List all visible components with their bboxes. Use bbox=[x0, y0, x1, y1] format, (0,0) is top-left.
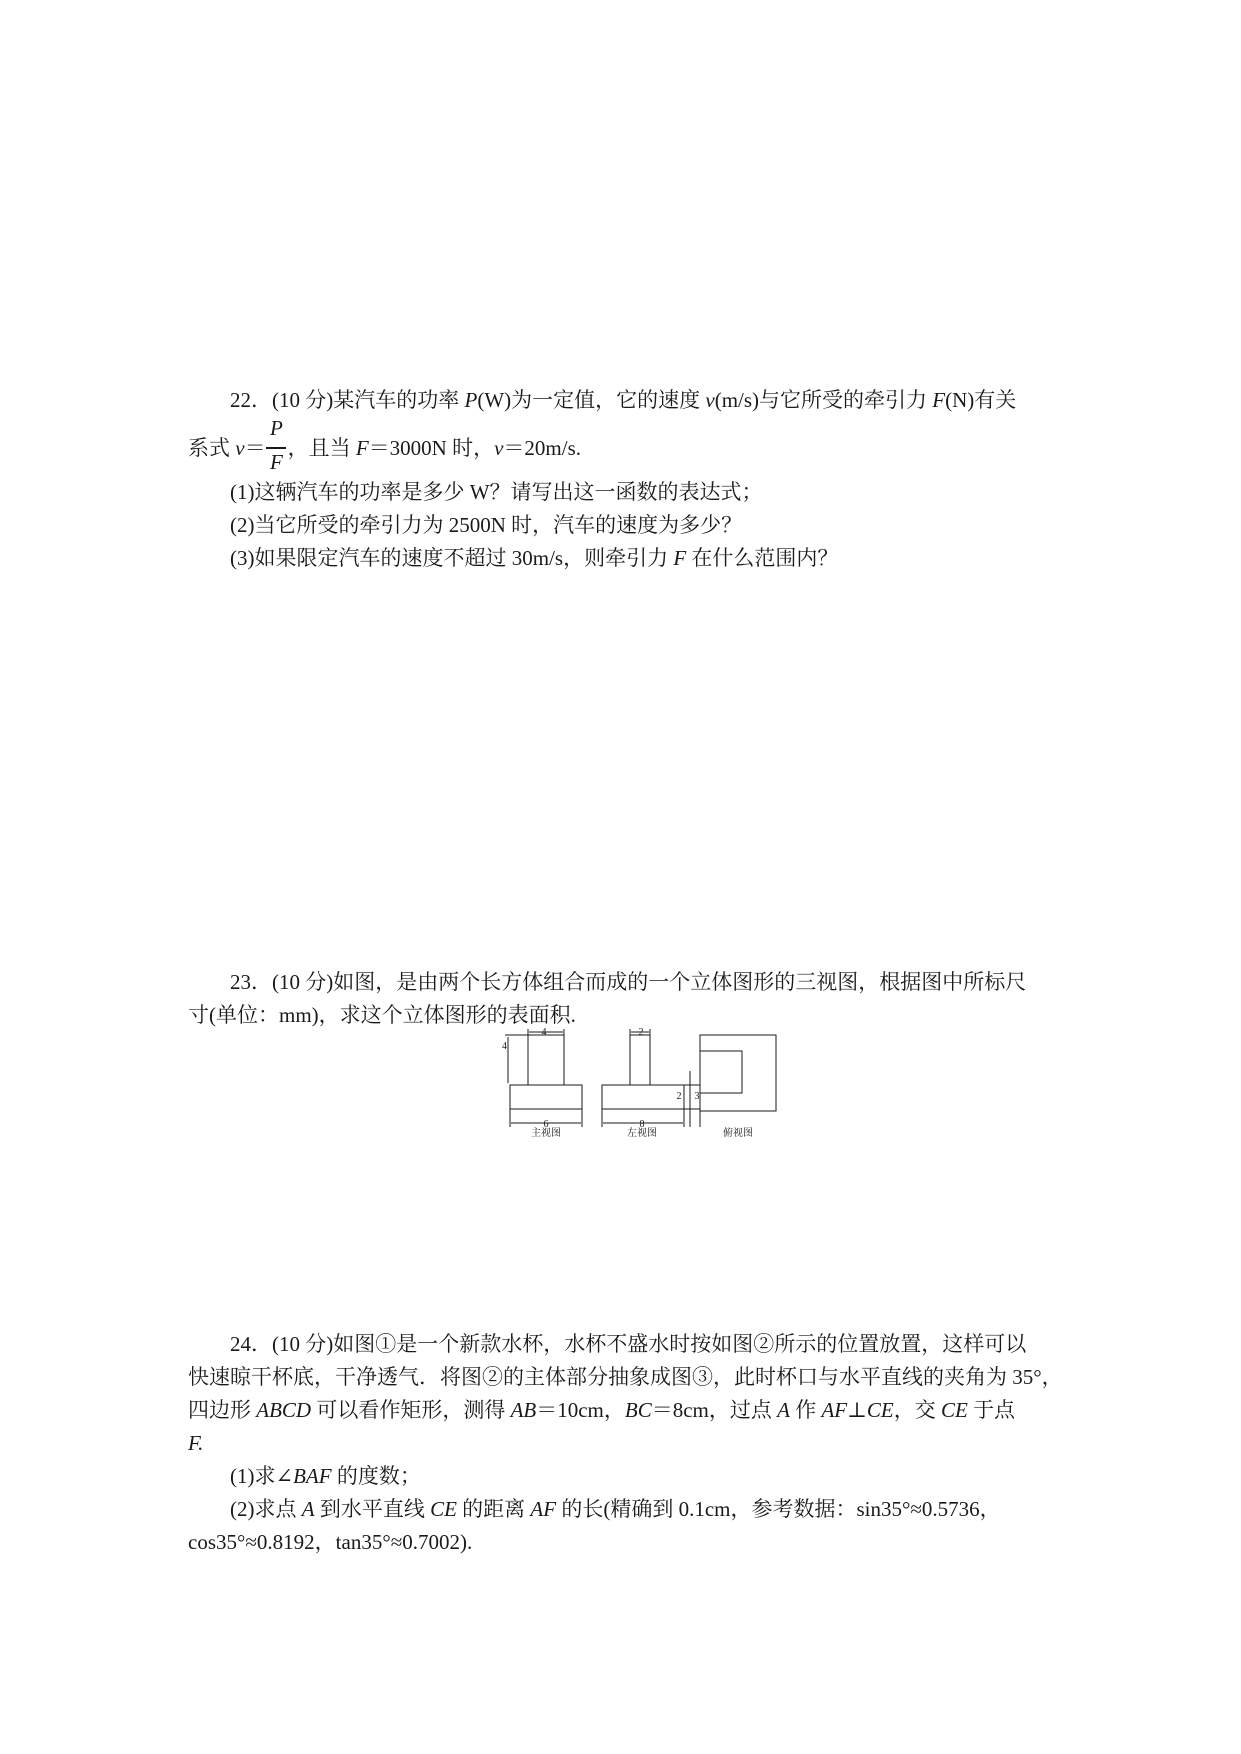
fraction-numerator: P bbox=[270, 416, 283, 440]
fraction-bar bbox=[266, 447, 286, 449]
q22-sub-2: (2)当它所受的牵引力为 2500N 时，汽车的速度为多少？ bbox=[230, 513, 743, 537]
q24-line-7: cos35°≈0.8192，tan35°≈0.7002). bbox=[188, 1530, 473, 1554]
q23-line-1: 23．(10 分)如图，是由两个长方体组合而成的一个立体图形的三视图，根据图中所标尺 bbox=[230, 970, 1027, 994]
q24-line-2: 快速晾干杯底，干净透气．将图②的主体部分抽象成图③，此时杯口与水平直线的夹角为 35°， bbox=[188, 1365, 1063, 1389]
side-dim-mid: 2 bbox=[676, 1091, 682, 1102]
q24-line-3: 四边形 ABCD 可以看作矩形，测得 AB＝10cm，BC＝8cm，过点 A 作 AF⊥CE，交 CE 于点 bbox=[188, 1398, 1016, 1422]
front-view bbox=[505, 1029, 582, 1127]
side-dim-bottom: 8 bbox=[639, 1119, 645, 1130]
top-view-caption: 俯视图 bbox=[723, 1128, 753, 1137]
side-dim-right: 3 bbox=[694, 1091, 700, 1102]
side-view bbox=[602, 1029, 700, 1127]
side-view-caption: 左视图 bbox=[627, 1128, 657, 1137]
side-dim-top: 2 bbox=[638, 1027, 644, 1038]
three-view-figure bbox=[500, 1027, 800, 1137]
front-view-caption: 主视图 bbox=[531, 1128, 561, 1137]
q22-sub-1: (1)这辆汽车的功率是多少 W？请写出这一函数的表达式； bbox=[230, 480, 763, 504]
q23-line-2: 寸(单位：mm)，求这个立体图形的表面积. bbox=[188, 1003, 576, 1027]
front-dim-bottom: 6 bbox=[543, 1119, 549, 1130]
q22-line-1: 22．(10 分)某汽车的功率 P(W)为一定值，它的速度 v(m/s)与它所受的牵引力 F(N)有关 bbox=[230, 388, 1017, 412]
q24-sub-2: (2)求点 A 到水平直线 CE 的距离 AF 的长(精确到 0.1cm，参考数据：sin35°≈0.5736， bbox=[230, 1497, 1001, 1521]
front-dim-left: 4 bbox=[502, 1041, 507, 1052]
front-dim-top: 4 bbox=[541, 1027, 547, 1038]
q24-line-1: 24．(10 分)如图①是一个新款水杯，水杯不盛水时按如图②所示的位置放置，这样可以 bbox=[230, 1332, 1027, 1356]
q22-sub-3: (3)如果限定汽车的速度不超过 30m/s，则牵引力 F 在什么范围内？ bbox=[230, 546, 839, 570]
q22-line-2: 系式 v＝ ，且当 F＝3000N 时，v＝20m/s. bbox=[188, 436, 581, 460]
top-view bbox=[700, 1035, 776, 1111]
q24-line-4: F. bbox=[188, 1431, 204, 1455]
q24-sub-1: (1)求∠BAF 的度数； bbox=[230, 1464, 421, 1488]
fraction-denominator: F bbox=[270, 450, 283, 474]
